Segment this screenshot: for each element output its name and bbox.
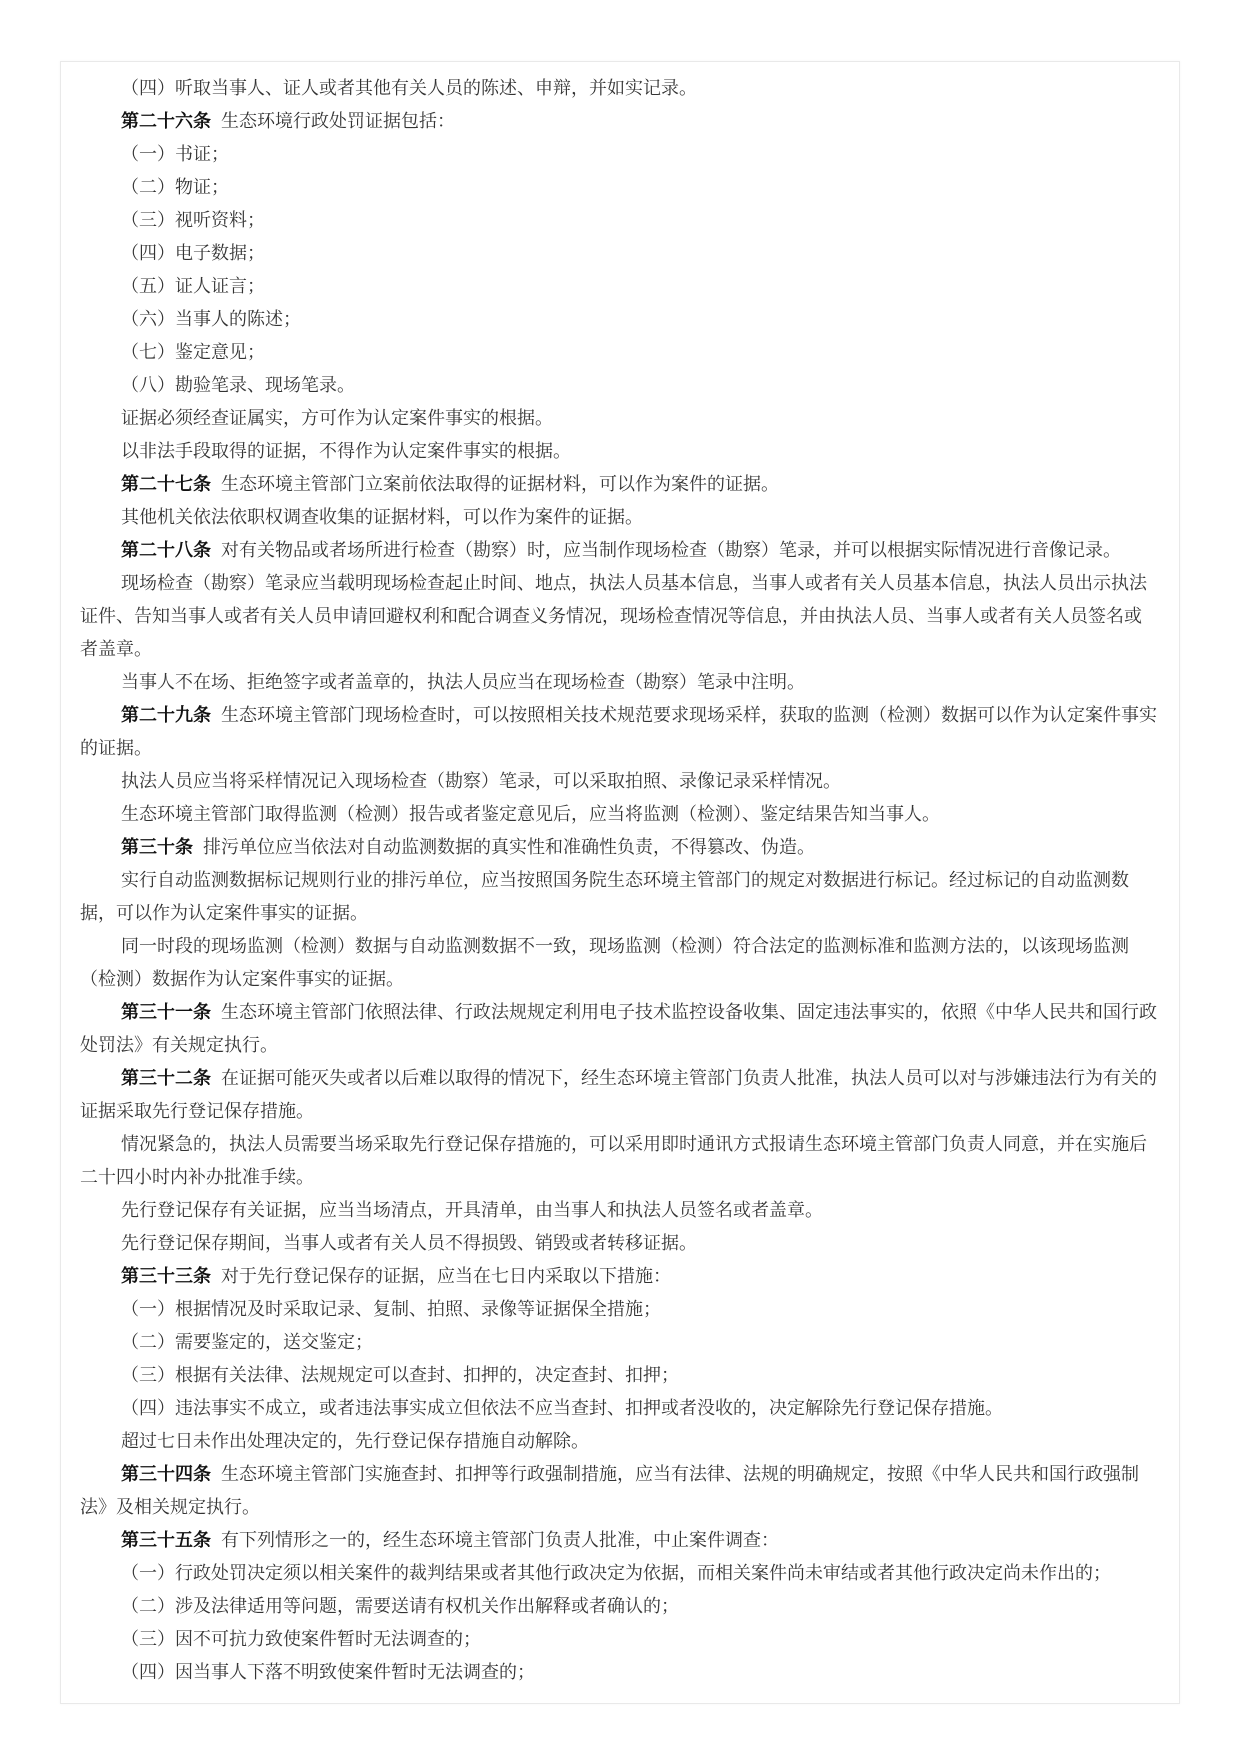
paragraph-text: 对有关物品或者场所进行检查（勘察）时，应当制作现场检查（勘察）笔录，并可以根据实际情况进行音像记录。 [221,540,1121,560]
paragraph [80,402,1159,435]
paragraph [80,1392,1159,1425]
paragraph [80,237,1159,270]
paragraph-text: 生态环境主管部门实施查封、扣押等行政强制措施，应当有法律、法规的明确规定，按照《中华人民共和国行政强制法》及相关规定执行。 [80,1464,1139,1517]
paragraph-text: 现场检查（勘察）笔录应当载明现场检查起止时间、地点，执法人员基本信息，当事人或者有关人员基本信息，执法人员出示执法证件、告知当事人或者有关人员申请回避权利和配合调查义务情况，现场检查情况等信息，并由执法人员、当事人或者有关人员签名或者盖章。 [80,573,1147,659]
paragraph-text: 对于先行登记保存的证据，应当在七日内采取以下措施： [221,1266,671,1286]
paragraph-text: 排污单位应当依法对自动监测数据的真实性和准确性负责，不得篡改、伪造。 [203,837,815,857]
paragraph [80,501,1159,534]
article-paragraph [80,534,1159,567]
document-body [61,62,1179,1703]
paragraph [80,930,1159,996]
paragraph [80,1590,1159,1623]
paragraph-text: （二）需要鉴定的，送交鉴定； [121,1332,373,1352]
paragraph [80,336,1159,369]
paragraph [80,303,1159,336]
document-viewer [0,61,1240,1704]
paragraph [80,666,1159,699]
paragraph-text: 生态环境主管部门取得监测（检测）报告或者鉴定意见后，应当将监测（检测）、鉴定结果告知当事人。 [121,804,940,824]
article-number: 第三十四条 [121,1464,211,1484]
paragraph [80,270,1159,303]
paragraph-text: （四）听取当事人、证人或者其他有关人员的陈述、申辩，并如实记录。 [121,78,697,98]
paragraph-text: （八）勘验笔录、现场笔录。 [121,375,355,395]
paragraph [80,171,1159,204]
article-paragraph [80,1260,1159,1293]
paragraph [80,1293,1159,1326]
paragraph-text: 有下列情形之一的，经生态环境主管部门负责人批准，中止案件调查： [221,1530,779,1550]
paragraph [80,1359,1159,1392]
paragraph-text: （三）视听资料； [121,210,265,230]
paragraph-text: 超过七日未作出处理决定的，先行登记保存措施自动解除。 [121,1431,589,1451]
article-number: 第三十条 [121,837,193,857]
paragraph [80,204,1159,237]
paragraph-text: 在证据可能灭失或者以后难以取得的情况下，经生态环境主管部门负责人批准，执法人员可以对与涉嫌违法行为有关的证据采取先行登记保存措施。 [80,1068,1157,1121]
paragraph [80,1557,1159,1590]
paragraph-text: （一）根据情况及时采取记录、复制、拍照、录像等证据保全措施； [121,1299,661,1319]
paragraph-text: （六）当事人的陈述； [121,309,301,329]
paragraph [80,567,1159,666]
paragraph [80,864,1159,930]
paragraph-text: （四）因当事人下落不明致使案件暂时无法调查的； [121,1662,535,1682]
paragraph-text: （七）鉴定意见； [121,342,265,362]
page [60,61,1180,1704]
paragraph [80,1194,1159,1227]
paragraph-text: 生态环境主管部门依照法律、行政法规规定利用电子技术监控设备收集、固定违法事实的，依照《中华人民共和国行政处罚法》有关规定执行。 [80,1002,1157,1055]
article-number: 第二十八条 [121,540,211,560]
article-paragraph [80,1062,1159,1128]
paragraph [80,435,1159,468]
article-number: 第二十六条 [121,111,211,131]
paragraph-text: 生态环境主管部门现场检查时，可以按照相关技术规范要求现场采样，获取的监测（检测）数据可以作为认定案件事实的证据。 [80,705,1157,758]
paragraph-text: 生态环境主管部门立案前依法取得的证据材料，可以作为案件的证据。 [221,474,779,494]
paragraph [80,138,1159,171]
paragraph [80,1128,1159,1194]
paragraph-text: 先行登记保存期间，当事人或者有关人员不得损毁、销毁或者转移证据。 [121,1233,697,1253]
paragraph [80,72,1159,105]
paragraph [80,1326,1159,1359]
paragraph-text: （一）行政处罚决定须以相关案件的裁判结果或者其他行政决定为依据，而相关案件尚未审结或者其他行政决定尚未作出的； [121,1563,1111,1583]
article-paragraph [80,1458,1159,1524]
paragraph-text: 实行自动监测数据标记规则行业的排污单位，应当按照国务院生态环境主管部门的规定对数据进行标记。经过标记的自动监测数据，可以作为认定案件事实的证据。 [80,870,1129,923]
paragraph [80,1656,1159,1689]
article-number: 第三十五条 [121,1530,211,1550]
article-paragraph [80,996,1159,1062]
paragraph-text: （三）因不可抗力致使案件暂时无法调查的； [121,1629,481,1649]
paragraph [80,798,1159,831]
paragraph-text: 情况紧急的，执法人员需要当场采取先行登记保存措施的，可以采用即时通讯方式报请生态环境主管部门负责人同意，并在实施后二十四小时内补办批准手续。 [80,1134,1147,1187]
paragraph-text: （一）书证； [121,144,229,164]
paragraph-text: 执法人员应当将采样情况记入现场检查（勘察）笔录，可以采取拍照、录像记录采样情况。 [121,771,841,791]
paragraph-text: 同一时段的现场监测（检测）数据与自动监测数据不一致，现场监测（检测）符合法定的监测标准和监测方法的，以该现场监测（检测）数据作为认定案件事实的证据。 [80,936,1129,989]
paragraph-text: （四）违法事实不成立，或者违法事实成立但依法不应当查封、扣押或者没收的，决定解除先行登记保存措施。 [121,1398,1003,1418]
article-paragraph [80,468,1159,501]
article-number: 第二十七条 [121,474,211,494]
paragraph-text: 以非法手段取得的证据，不得作为认定案件事实的根据。 [121,441,571,461]
paragraph [80,369,1159,402]
paragraph-text: （三）根据有关法律、法规规定可以查封、扣押的，决定查封、扣押； [121,1365,679,1385]
paragraph-text: （二）物证； [121,177,229,197]
article-number: 第二十九条 [121,705,211,725]
paragraph-text: （二）涉及法律适用等问题，需要送请有权机关作出解释或者确认的； [121,1596,679,1616]
paragraph-text: 先行登记保存有关证据，应当当场清点，开具清单，由当事人和执法人员签名或者盖章。 [121,1200,823,1220]
article-paragraph [80,105,1159,138]
article-number: 第三十二条 [121,1068,211,1088]
article-paragraph [80,699,1159,765]
paragraph [80,1227,1159,1260]
paragraph-text: 证据必须经查证属实，方可作为认定案件事实的根据。 [121,408,553,428]
paragraph-text: 其他机关依法依职权调查收集的证据材料，可以作为案件的证据。 [121,507,643,527]
paragraph-text: 当事人不在场、拒绝签字或者盖章的，执法人员应当在现场检查（勘察）笔录中注明。 [121,672,805,692]
paragraph [80,1623,1159,1656]
paragraph-text: （五）证人证言； [121,276,265,296]
paragraph [80,765,1159,798]
paragraph [80,1425,1159,1458]
article-number: 第三十三条 [121,1266,211,1286]
article-number: 第三十一条 [121,1002,211,1022]
paragraph-text: 生态环境行政处罚证据包括： [221,111,455,131]
paragraph-text: （四）电子数据； [121,243,265,263]
article-paragraph [80,831,1159,864]
article-paragraph [80,1524,1159,1557]
